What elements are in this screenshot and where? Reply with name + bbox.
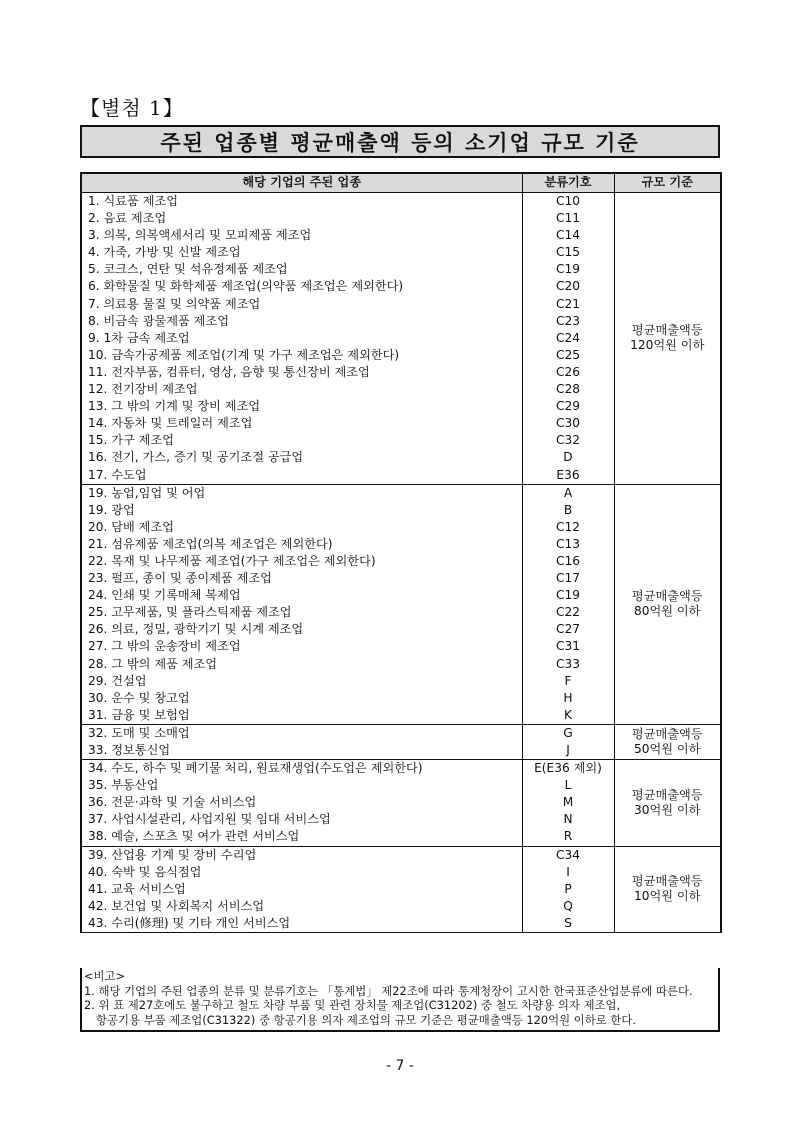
classification-code: C33: [522, 656, 614, 673]
industry-name: 30. 운수 및 창고업: [81, 690, 522, 707]
industry-name: 2. 음료 제조업: [81, 210, 522, 227]
classification-code: C30: [522, 415, 614, 432]
industry-name: 1. 식료품 제조업: [81, 193, 522, 211]
classification-code: C11: [522, 210, 614, 227]
classification-code: S: [522, 915, 614, 933]
classification-code: C15: [522, 244, 614, 261]
industry-name: 28. 그 밖의 제품 제조업: [81, 656, 522, 673]
industry-name: 19. 농업,임업 및 어업: [81, 484, 522, 502]
classification-code: J: [522, 742, 614, 760]
classification-code: D: [522, 449, 614, 466]
industry-name: 26. 의료, 정밀, 광학기기 및 시계 제조업: [81, 621, 522, 638]
industry-name: 15. 가구 제조업: [81, 432, 522, 449]
industry-name: 20. 담배 제조업: [81, 519, 522, 536]
classification-code: C19: [522, 587, 614, 604]
table-row: [81, 193, 721, 211]
classification-code: C16: [522, 553, 614, 570]
classification-code: E(E36 제외): [522, 760, 614, 778]
classification-code: C32: [522, 432, 614, 449]
classification-code: H: [522, 690, 614, 707]
size-standard-text: 평균매출액등 30억원 이하: [631, 787, 703, 817]
industry-name: 29. 건설업: [81, 673, 522, 690]
classification-code: N: [522, 811, 614, 828]
industry-name: 32. 도매 및 소매업: [81, 724, 522, 742]
industry-name: 14. 자동차 및 트레일러 제조업: [81, 415, 522, 432]
classification-code: C23: [522, 313, 614, 330]
note-item-2-continued: 항공기용 부품 제조업(C31322) 중 항공기용 의자 제조업의 규모 기준은 평균매출액등 120억원 이하로 한다.: [96, 1012, 637, 1027]
size-standard-text: 평균매출액등 120억원 이하: [630, 323, 705, 353]
note-item-2: 2. 위 표 제27호에도 불구하고 철도 차량 부품 및 관련 장치물 제조업(C31202) 중 철도 차량용 의자 제조업,: [84, 998, 621, 1012]
size-standard-text: 평균매출액등 80억원 이하: [631, 589, 703, 619]
table-row: [81, 724, 721, 742]
classification-code: C19: [522, 261, 614, 278]
classification-code: C12: [522, 519, 614, 536]
industry-name: 37. 사업시설관리, 사업지원 및 임대 서비스업: [81, 811, 522, 828]
table-row: [81, 484, 721, 502]
classification-code: C24: [522, 330, 614, 347]
industry-name: 19. 광업: [81, 502, 522, 519]
notes-box: [80, 968, 720, 1032]
industry-name: 35. 부동산업: [81, 777, 522, 794]
industry-name: 5. 코크스, 연탄 및 석유정제품 제조업: [81, 261, 522, 278]
classification-code: G: [522, 724, 614, 742]
industry-name: 12. 전기장비 제조업: [81, 381, 522, 398]
classification-code: C21: [522, 296, 614, 313]
classification-code: L: [522, 777, 614, 794]
classification-code: C29: [522, 398, 614, 415]
table-body: [81, 193, 721, 933]
document-title-text: 주된 업종별 평균매출액 등의 소기업 규모 기준: [160, 130, 640, 155]
classification-code: C17: [522, 570, 614, 587]
size-standard-text: 평균매출액등 50억원 이하: [631, 727, 703, 756]
industry-name: 31. 금융 및 보험업: [81, 707, 522, 725]
document-title: [80, 125, 720, 158]
classification-code: C27: [522, 621, 614, 638]
classification-code: C14: [522, 227, 614, 244]
classification-code: C26: [522, 364, 614, 381]
industry-name: 40. 숙박 및 음식점업: [81, 864, 522, 881]
industry-name: 41. 교육 서비스업: [81, 881, 522, 898]
classification-code: C20: [522, 278, 614, 295]
industry-name: 8. 비금속 광물제품 제조업: [81, 313, 522, 330]
notes-heading: <비고>: [84, 969, 126, 983]
industry-name: 33. 정보통신업: [81, 742, 522, 760]
classification-code: I: [522, 864, 614, 881]
industry-name: 22. 목재 및 나무제품 제조업(가구 제조업은 제외한다): [81, 553, 522, 570]
classification-code: P: [522, 881, 614, 898]
industry-name: 39. 산업용 기계 및 장비 수리업: [81, 846, 522, 864]
header-industry: 해당 기업의 주된 업종: [81, 173, 522, 193]
table-row: [81, 760, 721, 778]
industry-name: 42. 보건업 및 사회복지 서비스업: [81, 898, 522, 915]
note-item-1: 1. 해당 기업의 주된 업종의 분류 및 분류기호는 「통계법」 제22조에 따라 통계청장이 고시한 한국표준산업분류에 따른다.: [84, 983, 693, 998]
size-standard-cell: [614, 193, 721, 485]
table-header-row: [81, 173, 721, 193]
page-number: - 7 -: [386, 1058, 414, 1074]
classification-code: C25: [522, 347, 614, 364]
industry-name: 23. 펄프, 종이 및 종이제품 제조업: [81, 570, 522, 587]
industry-name: 10. 금속가공제품 제조업(기계 및 가구 제조업은 제외한다): [81, 347, 522, 364]
industry-name: 11. 전자부품, 컴퓨터, 영상, 음향 및 통신장비 제조업: [81, 364, 522, 381]
classification-code: C31: [522, 638, 614, 655]
header-code: 분류기호: [522, 173, 614, 193]
classification-code: F: [522, 673, 614, 690]
industry-name: 4. 가죽, 가방 및 신발 제조업: [81, 244, 522, 261]
size-standard-cell: [614, 484, 721, 724]
classification-code: K: [522, 707, 614, 725]
industry-name: 24. 인쇄 및 기록매체 복제업: [81, 587, 522, 604]
size-standard-cell: [614, 724, 721, 759]
classification-code: C28: [522, 381, 614, 398]
industry-name: 7. 의료용 물질 및 의약품 제조업: [81, 296, 522, 313]
size-standard-cell: [614, 846, 721, 932]
classification-code: Q: [522, 898, 614, 915]
industry-name: 9. 1차 금속 제조업: [81, 330, 522, 347]
industry-name: 13. 그 밖의 기계 및 장비 제조업: [81, 398, 522, 415]
classification-code: A: [522, 484, 614, 502]
classification-code: R: [522, 828, 614, 846]
classification-code: M: [522, 794, 614, 811]
industry-name: 21. 섬유제품 제조업(의복 제조업은 제외한다): [81, 536, 522, 553]
classification-code: B: [522, 502, 614, 519]
industry-name: 3. 의복, 의복액세서리 및 모피제품 제조업: [81, 227, 522, 244]
classification-code: C34: [522, 846, 614, 864]
industry-name: 38. 예술, 스포츠 및 여가 관련 서비스업: [81, 828, 522, 846]
industry-name: 34. 수도, 하수 및 폐기물 처리, 원료재생업(수도업은 제외한다): [81, 760, 522, 778]
table-row: [81, 846, 721, 864]
classification-code: C22: [522, 604, 614, 621]
size-standard-text: 평균매출액등 10억원 이하: [631, 874, 703, 904]
industry-name: 36. 전문·과학 및 기술 서비스업: [81, 794, 522, 811]
industry-name: 43. 수리(修理) 및 기타 개인 서비스업: [81, 915, 522, 933]
size-standard-table: [80, 172, 722, 933]
industry-name: 27. 그 밖의 운송장비 제조업: [81, 638, 522, 655]
classification-code: C13: [522, 536, 614, 553]
header-standard: 규모 기준: [614, 173, 721, 193]
industry-name: 6. 화학물질 및 화학제품 제조업(의약품 제조업은 제외한다): [81, 278, 522, 295]
classification-code: E36: [522, 467, 614, 485]
industry-name: 16. 전기, 가스, 증기 및 공기조절 공급업: [81, 449, 522, 466]
size-standard-cell: [614, 760, 721, 846]
industry-name: 25. 고무제품, 및 플라스틱제품 제조업: [81, 604, 522, 621]
classification-code: C10: [522, 193, 614, 211]
industry-name: 17. 수도업: [81, 467, 522, 485]
attachment-label: 【별첨 1】: [80, 96, 184, 120]
